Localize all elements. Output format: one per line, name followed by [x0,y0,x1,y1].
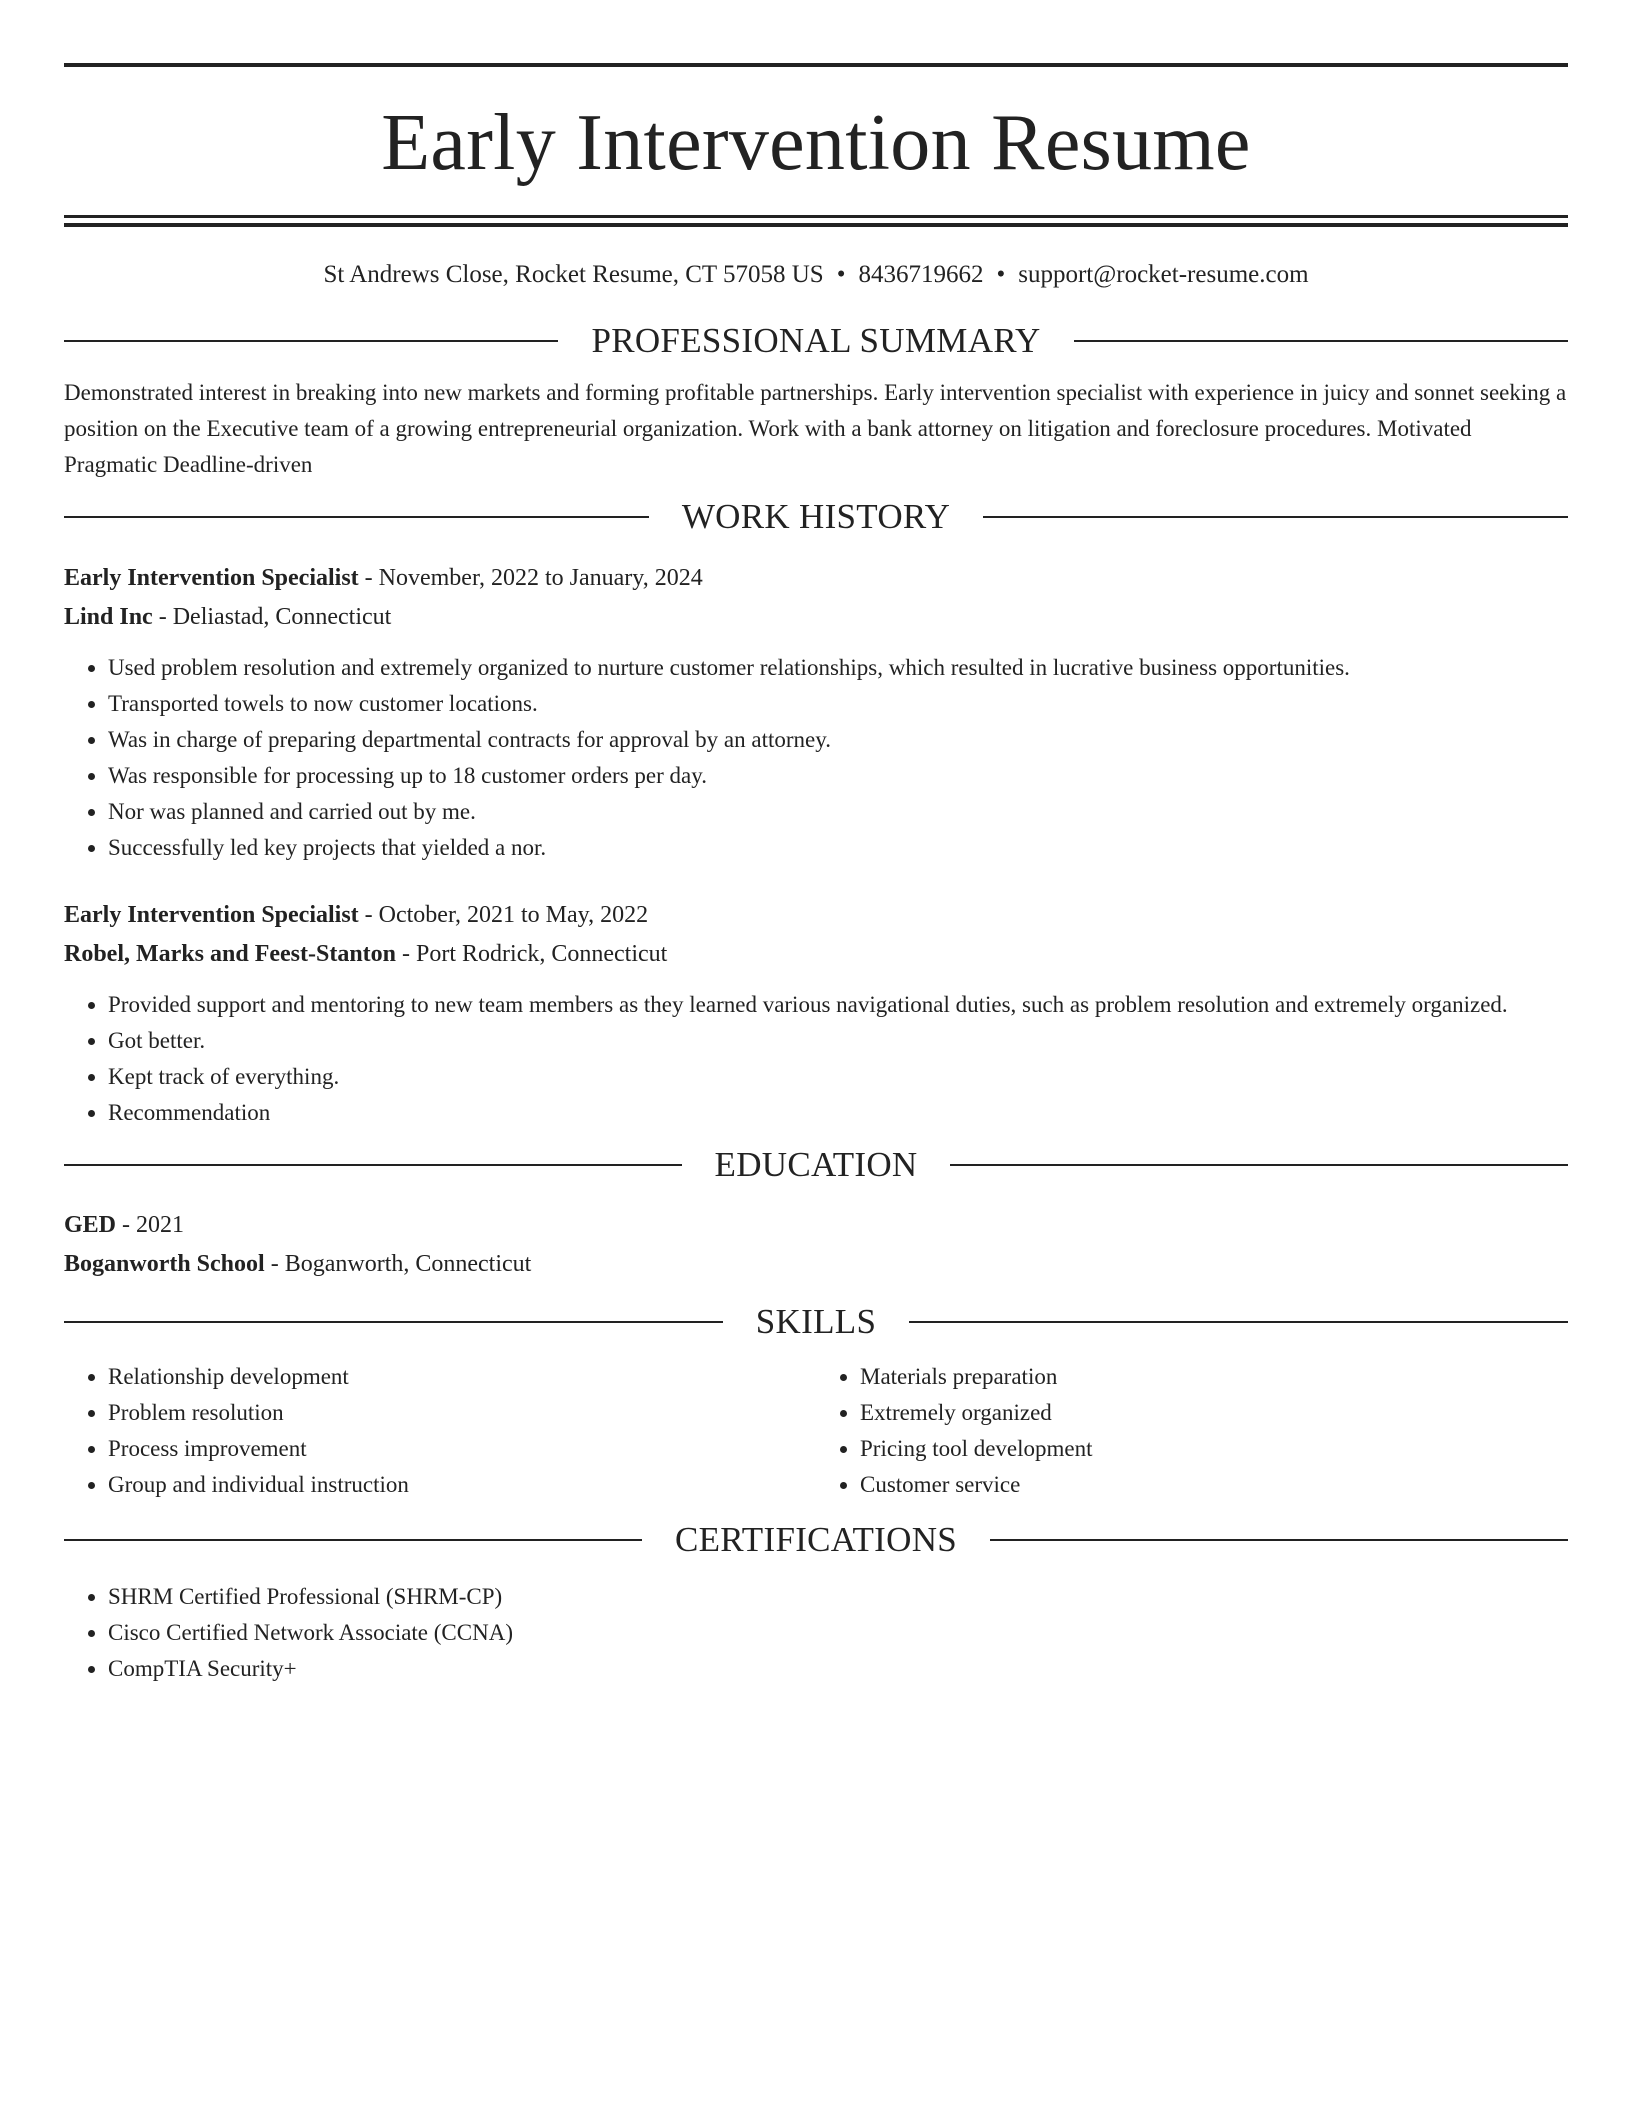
skill-item: • Group and individual instruction [108,1467,816,1503]
section-rule-right [909,1321,1568,1323]
certification-item: • CompTIA Security+ [108,1651,1568,1687]
section-title-certifications: CERTIFICATIONS [674,1520,958,1559]
job-company: Robel, Marks and Feest-Stanton [64,941,397,967]
section-rule-left [64,1539,642,1541]
job-dates: November, 2022 to January, 2024 [378,565,703,591]
job-location: Deliastad, Connecticut [172,604,392,630]
skill-item: • Pricing tool development [860,1431,1568,1467]
list-item: • Got better. [108,1023,1568,1059]
section-header-education [64,1144,1568,1186]
section-rule-right [990,1539,1568,1541]
section-rule-right [983,516,1568,518]
certifications-list [64,1579,1568,1687]
education-school: Boganworth School [64,1251,265,1277]
list-item: • Nor was planned and carried out by me. [108,794,1568,830]
section-rule-left [64,1164,682,1166]
certification-item: • Cisco Certified Network Associate (CCNA) [108,1615,1568,1651]
job-bullets [64,650,1568,866]
list-item: • Kept track of everything. [108,1059,1568,1095]
job-title: Early Intervention Specialist [64,565,359,591]
section-header-certifications [64,1519,1568,1561]
skill-item: • Customer service [860,1467,1568,1503]
section-rule-right [1074,340,1568,342]
title-double-rule [64,215,1568,227]
contact-line [64,262,1568,287]
job-title-line: Early Intervention Specialist - November, 2022 to January, 2024 [64,565,703,591]
job-location: Port Rodrick, Connecticut [416,941,668,967]
section-header-summary [64,320,1568,362]
section-rule-left [64,516,649,518]
contact-address: St Andrews Close, Rocket Resume, CT 57058 US [323,261,824,288]
job-title-line: Early Intervention Specialist - October, 2021 to May, 2022 [64,902,649,928]
list-item: • Used problem resolution and extremely organized to nurture customer relationships, which resulted in lucrative business opportunities. [108,650,1568,686]
contact-separator: • [836,261,846,288]
section-header-skills [64,1301,1568,1343]
skill-item: • Process improvement [108,1431,816,1467]
job-title: Early Intervention Specialist [64,902,359,928]
list-item: • Transported towels to now customer locations. [108,686,1568,722]
job-company-line: Robel, Marks and Feest-Stanton - Port Rodrick, Connecticut [64,941,668,967]
list-item: • Recommendation [108,1095,1568,1131]
contact-phone: 8436719662 [858,261,984,288]
job-entry [64,559,1568,866]
certification-item: • SHRM Certified Professional (SHRM-CP) [108,1579,1568,1615]
skill-item: • Relationship development [108,1359,816,1395]
skill-item: • Materials preparation [860,1359,1568,1395]
job-entry [64,896,1568,1131]
list-item: • Was responsible for processing up to 18 customer orders per day. [108,758,1568,794]
list-item: • Successfully led key projects that yielded a nor. [108,830,1568,866]
section-rule-left [64,1321,723,1323]
top-rule [64,63,1568,67]
summary-text: Demonstrated interest in breaking into new markets and forming profitable partnerships. Early intervention specialist with experience in juicy and sonnet seeking a position on the Executive team of a growing entrepreneurial organization. Work with a bank attorney on litigation and foreclosure procedures. Motivated Pragmatic Deadline-driven [64,380,1567,477]
section-header-work [64,496,1568,538]
skill-item: • Extremely organized [860,1395,1568,1431]
skill-item: • Problem resolution [108,1395,816,1431]
education-degree: GED [64,1212,117,1238]
job-company: Lind Inc [64,604,153,630]
skills-list-left [64,1359,816,1503]
job-company-line: Lind Inc - Deliastad, Connecticut [64,604,392,630]
section-title-work: WORK HISTORY [681,497,951,536]
education-location: Boganworth, Connecticut [284,1251,532,1277]
list-item: • Provided support and mentoring to new team members as they learned various navigational duties, such as problem resolution and extremely organized. [108,987,1568,1023]
skills-list-right [816,1359,1568,1503]
job-bullets [64,987,1568,1131]
education-degree-line: GED - 2021 [64,1212,185,1238]
section-rule-right [950,1164,1568,1166]
section-rule-left [64,340,558,342]
section-title-education: EDUCATION [714,1145,918,1184]
education-entry [64,1206,1568,1284]
section-title-summary: PROFESSIONAL SUMMARY [591,321,1041,360]
education-school-line: Boganworth School - Boganworth, Connecticut [64,1251,532,1277]
education-year: 2021 [136,1212,185,1238]
job-dates: October, 2021 to May, 2022 [378,902,649,928]
skills-columns [64,1359,1568,1503]
contact-email: support@rocket-resume.com [1018,261,1309,288]
section-title-skills: SKILLS [755,1302,877,1341]
contact-separator: • [996,261,1006,288]
list-item: • Was in charge of preparing departmental contracts for approval by an attorney. [108,722,1568,758]
resume-title: Early Intervention Resume [381,99,1251,187]
